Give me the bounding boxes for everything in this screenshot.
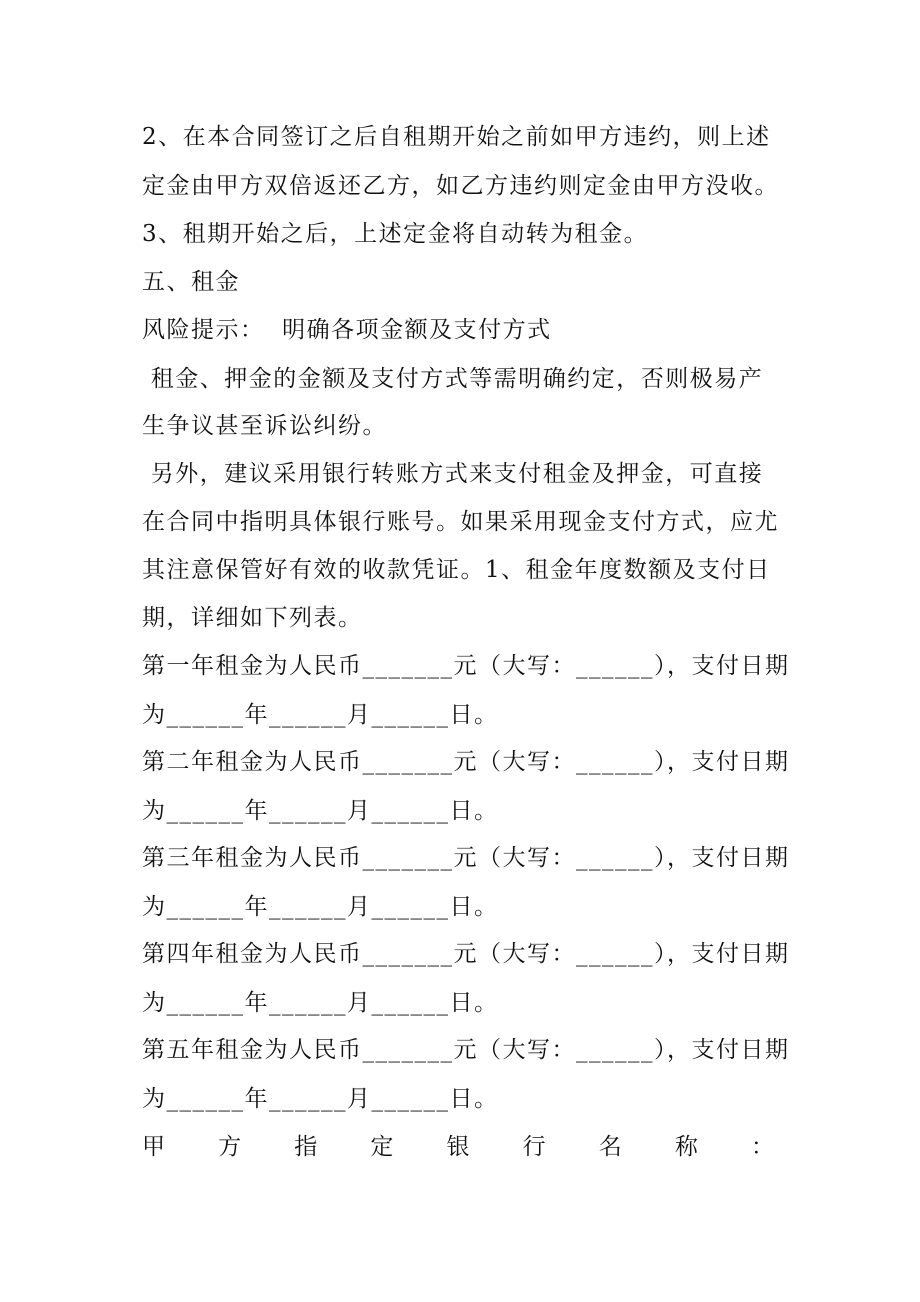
rent-date-line: 为______年______月______日。	[142, 702, 499, 728]
rent-year-line: 第三年租金为人民币_______元（大写：______），支付日期	[142, 845, 790, 871]
rent-year-line: 第四年租金为人民币_______元（大写：______），支付日期	[142, 941, 790, 967]
text-line: 其注意保管好有效的收款凭证。1、租金年度数额及支付日	[142, 557, 771, 583]
bank-name-char: 方	[218, 1134, 242, 1160]
bank-name-char: 定	[370, 1134, 394, 1160]
bank-name-char: 名	[598, 1134, 622, 1160]
rent-year-line: 第一年租金为人民币_______元（大写：______），支付日期	[142, 653, 790, 679]
bank-name-char: 指	[294, 1134, 318, 1160]
text-line: 期，详细如下列表。	[142, 605, 363, 631]
text-line: 租金、押金的金额及支付方式等需明确约定，否则极易产	[142, 366, 764, 392]
text-line: 2、在本合同签订之后自租期开始之前如甲方违约，则上述	[142, 124, 771, 150]
text-line: 定金由甲方双倍返还乙方，如乙方违约则定金由甲方没收。	[142, 173, 779, 199]
rent-date-line: 为______年______月______日。	[142, 894, 499, 920]
text-line: 3、租期开始之后，上述定金将自动转为租金。	[142, 221, 649, 247]
text-line: 另外，建议采用银行转账方式来支付租金及押金，可直接	[142, 461, 764, 487]
bank-name-char: 称	[674, 1134, 698, 1160]
rent-year-line: 第二年租金为人民币_______元（大写：______），支付日期	[142, 749, 790, 775]
rent-date-line: 为______年______月______日。	[142, 798, 499, 824]
bank-name-char: 甲	[142, 1134, 165, 1160]
rent-date-line: 为______年______月______日。	[142, 1086, 499, 1112]
bank-name-line	[142, 1132, 774, 1162]
section-heading: 五、租金	[142, 269, 240, 295]
bank-name-char: 银	[446, 1134, 470, 1160]
rent-year-line: 第五年租金为人民币_______元（大写：______），支付日期	[142, 1037, 790, 1063]
bank-name-char: ：	[751, 1134, 774, 1160]
rent-date-line: 为______年______月______日。	[142, 990, 499, 1016]
text-line: 在合同中指明具体银行账号。如果采用现金支付方式，应尤	[142, 509, 779, 535]
bank-name-char: 行	[522, 1134, 546, 1160]
risk-tip-heading: 风险提示： 明确各项金额及支付方式	[142, 317, 552, 343]
text-line: 生争议甚至诉讼纠纷。	[142, 413, 387, 439]
